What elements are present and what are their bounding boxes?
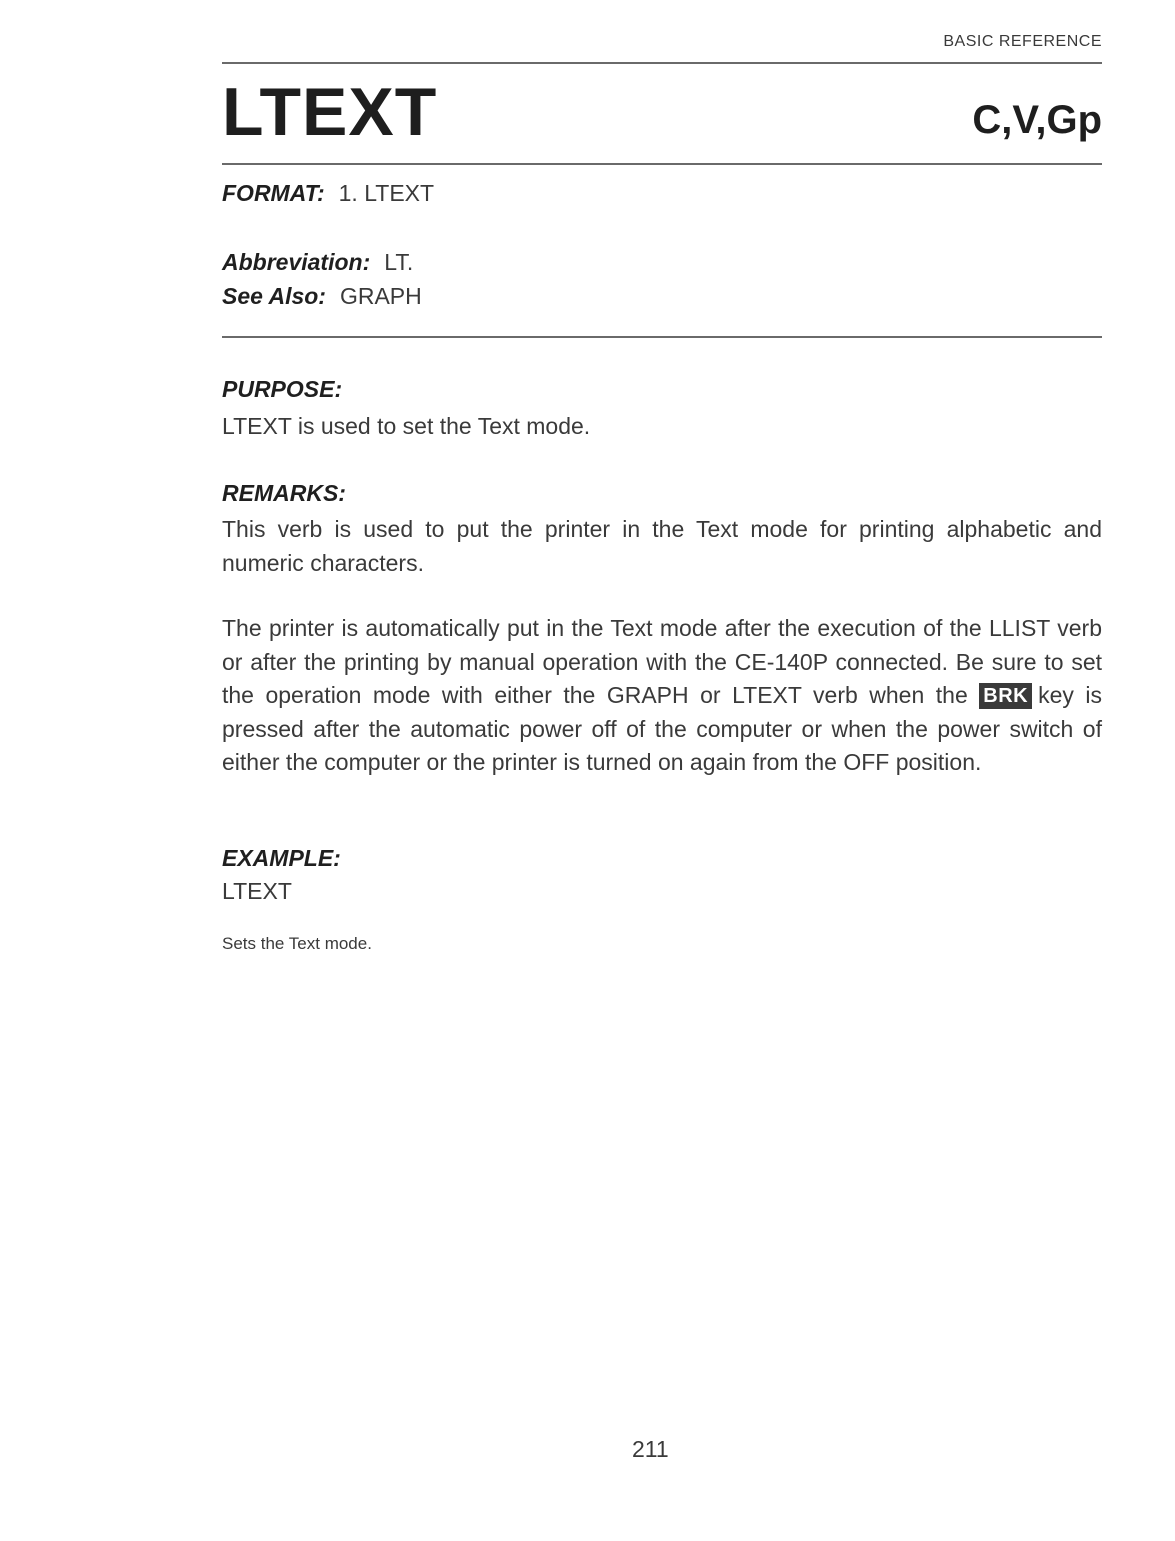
brk-key-icon: BRK bbox=[979, 683, 1032, 709]
remarks-paragraph-1: This verb is used to put the printer in the Text mode for printing alphabetic and numeric characters. bbox=[222, 516, 1102, 576]
page-title: LTEXT bbox=[222, 74, 438, 150]
purpose-heading: PURPOSE: bbox=[222, 376, 343, 402]
see-also-line bbox=[222, 283, 422, 311]
remarks-paragraph-2 bbox=[222, 612, 1102, 780]
remarks-heading: REMARKS: bbox=[222, 480, 346, 506]
format-label: FORMAT: bbox=[222, 180, 325, 206]
format-line bbox=[222, 180, 434, 208]
example-note: Sets the Text mode. bbox=[222, 934, 372, 953]
example-code: LTEXT bbox=[222, 878, 292, 904]
page-number: 211 bbox=[632, 1436, 669, 1462]
see-also-value: GRAPH bbox=[339, 283, 422, 309]
abbreviation-value: LT. bbox=[384, 249, 414, 275]
mode-indicator: C,V,Gp bbox=[972, 98, 1102, 142]
title-rule bbox=[222, 163, 1102, 165]
see-also-label: See Also: bbox=[222, 283, 326, 309]
top-rule bbox=[222, 62, 1102, 64]
abbreviation-label: Abbreviation: bbox=[222, 249, 371, 275]
purpose-text: LTEXT is used to set the Text mode. bbox=[222, 413, 591, 439]
section-rule bbox=[222, 336, 1102, 338]
abbreviation-line bbox=[222, 249, 413, 277]
remarks-paragraph-2-end: key is pressed after the automatic power off of the computer or when the power switch of either the computer or the printer is turned on again from the OFF position. bbox=[222, 682, 1103, 775]
example-heading: EXAMPLE: bbox=[222, 845, 341, 871]
remarks-paragraph-2-start: The printer is automatically put in the Text mode after the execution of the LLIST verb or after the printing by manual operation with the CE-140P connected. Be sure to set the operation mode with either the GRAPH or LTEXT verb when the bbox=[222, 615, 1102, 708]
format-value: 1. LTEXT bbox=[338, 180, 435, 206]
manual-page bbox=[222, 0, 1102, 1541]
running-head: BASIC REFERENCE bbox=[943, 33, 1102, 50]
